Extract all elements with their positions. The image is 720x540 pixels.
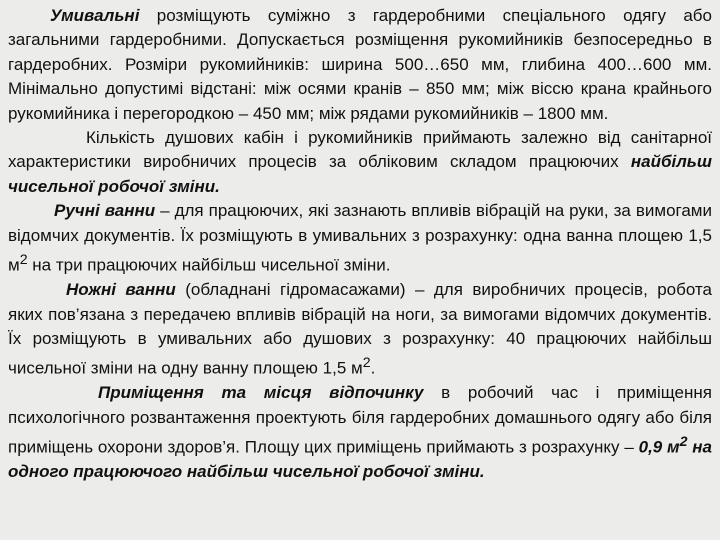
emphasis-largest-shift: найбільш чисельної робочої зміни. (8, 152, 712, 196)
paragraph-hand-baths-tail: на три працюючих найбільш чисельної зміни. (27, 255, 391, 275)
superscript-square: 2 (679, 434, 688, 451)
paragraph-foot-baths-tail: . (370, 359, 376, 378)
emphasis-area-value: 0,9 м (638, 437, 680, 457)
term-washrooms: Умивальні (50, 6, 140, 25)
paragraph-cabins-count-text: Кількість душових кабін і рукомийників приймають залежно від санітарної характеристики виробничих процесів за обліковим складом працюючих (8, 128, 712, 172)
superscript-square: 2 (362, 355, 371, 372)
paragraph-hand-baths-text: – для працюючих, які зазнають впливів вібрацій на руки, за вимогами відомчих документів. Їх розміщують в умивальних з розрахунку: одна ванна площею 1,5 м (8, 201, 712, 275)
emphasis-area-rest: на одного працюючого найбільш чисельної робочої зміни. (8, 437, 712, 482)
paragraph-foot-baths-text: (обладнані гідромасажами) – для виробничих процесів, робота яких пов’язана з передачею впливів вібрацій на ноги, за вимогами відомчих документів. Їх розміщують в умивальних або душових з розрахунку: 40 працюючих найбільш чисельної зміни на одну ванну площею 1,5 м (8, 280, 712, 378)
paragraph-hand-baths (8, 199, 712, 278)
paragraph-washrooms-text: розміщують суміжно з гардеробними спеціального одягу або загальними гардеробними. Допускається розміщення рукомийників безпосередньо в гардеробних. Розміри рукомийників: ширина 500…650 мм, глибина 400…600 мм. Мінімально допустимі відстані: між осями кранів – 850 мм; між віссю крана крайнього рукомийника і перегородкою – 450 мм; між рядами рукомийників – 1800 мм. (8, 6, 712, 123)
superscript-square: 2 (19, 252, 28, 269)
term-foot-baths: Ножні ванни (66, 280, 176, 300)
paragraph-rest-rooms-text: в робочий час і приміщення психологічного розвантаження проектують біля гардеробних домашнього одягу або біля приміщень охорони здоров’я. Площу цих приміщень приймають з розрахунку – (8, 383, 712, 457)
term-rest-rooms: Приміщення та місця відпочинку (98, 383, 424, 403)
paragraph-washrooms (8, 4, 712, 126)
paragraph-foot-baths (8, 278, 712, 381)
term-hand-baths: Ручні ванни (54, 201, 156, 221)
paragraph-rest-rooms (8, 381, 712, 484)
paragraph-cabins-count (8, 126, 712, 199)
